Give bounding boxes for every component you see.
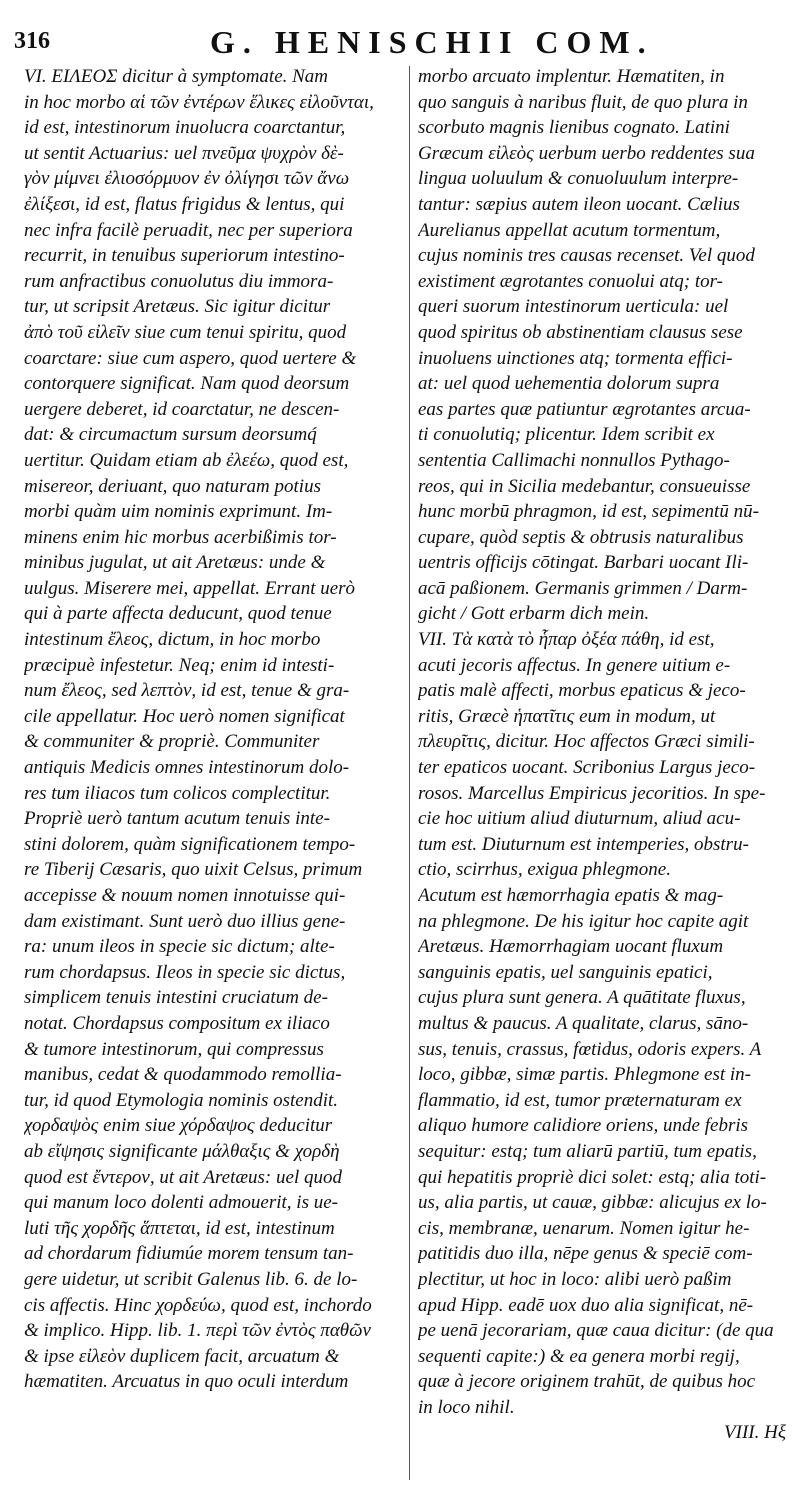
text-line: Græcum εἰλεὸς uerbum uerbo reddentes sua xyxy=(418,142,755,164)
text-line: num ἔλεος, sed λεπτὸν, id est, tenue & gra- xyxy=(24,680,350,702)
text-line: cie hoc uitium aliud diuturnum, aliud acu- xyxy=(418,808,741,830)
text-line: cis, membranæ, uenarum. Nomen igitur he- xyxy=(418,1217,750,1239)
text-line: & implico. Hipp. lib. 1. περὶ τῶν ἐντὸς παθῶν xyxy=(24,1320,371,1342)
text-line: tur, ut scripsit Aretæus. Sic igitur dicitur xyxy=(24,296,331,318)
text-line: scorbuto magnis lienibus cognato. Latini xyxy=(418,117,730,139)
text-line: gere uidetur, ut scribit Galenus lib. 6. de lo- xyxy=(24,1268,358,1290)
text-line: ad chordarum fidiumúe morem tensum tan- xyxy=(24,1243,354,1265)
text-line: minibus jugulat, ut ait Aretæus: unde & xyxy=(24,552,326,574)
left-text-column xyxy=(24,64,396,1480)
text-line: na phlegmone. De his igitur hoc capite agit xyxy=(418,910,749,932)
text-line: uulgus. Miserere mei, appellat. Errant uerò xyxy=(24,577,356,599)
text-line: rum chordapsus. Ileos in specie sic dictus, xyxy=(24,961,346,983)
text-line: stini dolorem, quàm significationem tempo- xyxy=(24,833,356,855)
text-line: ra: unum ileos in specie sic dictum; alte- xyxy=(24,936,335,958)
text-line: rosos. Marcellus Empiricus jecoritios. In spe- xyxy=(418,782,766,804)
text-line: queri suorum intestinorum uerticula: uel xyxy=(418,296,729,318)
page-number: 316 xyxy=(14,28,50,54)
text-line: morbi quàm uim nominis exprimunt. Im- xyxy=(24,501,333,523)
text-line: præcipuè infestetur. Neq; enim id intesti- xyxy=(24,654,335,676)
text-line: existiment ægrotantes conuolui atq; tor- xyxy=(418,270,723,292)
text-line: sequenti capite:) & ea genera morbi regij, xyxy=(418,1345,740,1367)
text-line: & ipse εἰλεὸν duplicem facit, arcuatum & xyxy=(24,1345,340,1367)
text-line: ctio, scirrhus, exigua phlegmone. xyxy=(418,859,671,881)
text-line: & tumore intestinorum, qui compressus xyxy=(24,1038,324,1060)
text-line: acā paßionem. Germanis grimmen / Darm- xyxy=(418,577,748,599)
text-line: quæ à jecore originem trahūt, de quibus hoc xyxy=(418,1371,756,1393)
running-head: G. HENISCHII COM. xyxy=(210,24,654,60)
text-line: notat. Chordapsus compositum ex iliaco xyxy=(24,1012,330,1034)
text-line: sanguinis epatis, uel sanguinis epatici, xyxy=(418,961,713,983)
text-line: πλευρῖτις, dicitur. Hoc affectos Græci simili- xyxy=(418,731,755,753)
text-line: contorquere significat. Nam quod deorsum xyxy=(24,373,350,395)
text-line: lingua uoluulum & conuoluulum interpre- xyxy=(418,168,739,190)
text-line: uentris officijs cōtingat. Barbari uocant Ili- xyxy=(418,552,749,574)
text-line: qui à parte affecta deducunt, quod tenue xyxy=(24,603,332,625)
text-line: ritis, Græcè ἡπατῖτις eum in modum, ut xyxy=(418,705,716,727)
text-line: cujus plura sunt genera. A quātitate fluxus, xyxy=(418,987,746,1009)
text-line: in hoc morbo αἱ τῶν ἐντέρων ἕλικες εἰλοῦνται, xyxy=(24,91,374,113)
catchword: VIII. Ηξ xyxy=(724,1422,786,1444)
text-line: antiquis Medicis omnes intestinorum dolo- xyxy=(24,757,350,779)
text-line: hunc morbū phragmon, id est, sepimentū nū- xyxy=(418,501,759,523)
text-line: coarctare: siue cum aspero, quod uertere & xyxy=(24,347,357,369)
text-line: rum anfractibus conuolutus diu immora- xyxy=(24,270,334,292)
text-line: reos, qui in Sicilia medebantur, consueuisse xyxy=(418,475,751,497)
text-line: patitidis duo illa, nēpe genus & speciē com- xyxy=(418,1243,753,1265)
text-line: tum est. Diuturnum est intemperies, obstru- xyxy=(418,833,749,855)
text-line: morbo arcuato implentur. Hæmatiten, in xyxy=(418,66,725,87)
text-line: eas partes quæ patiuntur ægrotantes arcua- xyxy=(418,398,751,420)
text-line: cis affectis. Hinc χορδεύω, quod est, inchordo xyxy=(24,1294,372,1316)
text-line: plectitur, ut hoc in loco: alibi uerò paßim xyxy=(418,1268,732,1290)
text-line: aliquo humore calidiore oriens, unde febris xyxy=(418,1115,749,1137)
text-line: γὸν μίμνει ἐλιοσόρμυον ἐν ὀλίγησι τῶν ἄνω xyxy=(24,168,350,190)
text-line: us, alia partis, ut cauæ, gibbæ: alicujus ex lo- xyxy=(418,1192,767,1214)
right-text-column xyxy=(418,64,792,1480)
text-line: manibus, cedat & quodammodo remollia- xyxy=(24,1064,342,1086)
text-line: ti conuolutiq; plicentur. Idem scribit ex xyxy=(418,424,715,446)
text-line: quod spiritus ob abstinentiam clausus sese xyxy=(418,321,743,343)
text-line: dam existimant. Sunt uerò duo illius gene- xyxy=(24,910,346,932)
text-line: luti τῆς χορδῆς ἅπτεται, id est, intestinum xyxy=(24,1217,335,1239)
text-line: loco, gibbæ, simæ partis. Phlegmone est in- xyxy=(418,1064,752,1086)
text-line: in loco nihil. xyxy=(418,1396,515,1418)
text-line: ἐλίξεσι, id est, flatus frigidus & lentus, qui xyxy=(24,193,345,215)
text-line: recurrit, in tenuibus superiorum intestino- xyxy=(24,245,345,267)
text-line: id est, intestinorum inuolucra coarctantur, xyxy=(24,117,346,139)
text-line: acuti jecoris affectus. In genere uitium e- xyxy=(418,654,731,676)
text-line: dat: & circumactum sursum deorsumq́ xyxy=(24,424,317,446)
text-line: tantur: sæpius autem ileon uocant. Cælius xyxy=(418,193,740,215)
text-line: sententia Callimachi nonnullos Pythago- xyxy=(418,449,730,471)
text-line: pe uenā jecorariam, quæ caua dicitur: (de qua xyxy=(418,1320,774,1342)
text-line: qui manum loco dolenti admouerit, is ue- xyxy=(24,1192,338,1214)
text-line: VII. Τὰ κατὰ τὸ ἧπαρ ὀξέα πάθη, id est, xyxy=(418,629,715,651)
text-line: inuoluens uinctiones atq; tormenta effici- xyxy=(418,347,733,369)
text-line: at: uel quod uehementia dolorum supra xyxy=(418,373,720,395)
text-line: simplicem tenuis intestini cruciatum de- xyxy=(24,987,328,1009)
text-line: Aurelianus appellat acutum tormentum, xyxy=(418,219,721,241)
text-line: hæmatiten. Arcuatus in quo oculi interdum xyxy=(24,1371,349,1393)
text-line: tur, id quod Etymologia nominis ostendit. xyxy=(24,1089,339,1111)
text-line: χορδαψὸς enim siue χόρδαψος deducitur xyxy=(24,1115,333,1137)
text-line: ut sentit Actuarius: uel πνεῦμα ψυχρὸν δὲ- xyxy=(24,142,344,164)
text-line: apud Hipp. eadē uox duo alia significat, nē- xyxy=(418,1294,754,1316)
text-line: cujus nominis tres causas recenset. Vel quod xyxy=(418,245,755,267)
text-line: Acutum est hæmorrhagia epatis & mag- xyxy=(418,885,724,906)
text-line: gicht / Gott erbarm dich mein. xyxy=(418,603,650,625)
text-line: res tum iliacos tum colicos complectitur. xyxy=(24,782,331,804)
text-line: quo sanguis à naribus fluit, de quo plura in xyxy=(418,91,748,113)
text-line: flammatio, id est, tumor præternaturam ex xyxy=(418,1089,742,1111)
text-line: uertitur. Quidam etiam ab ἐλεέω, quod est, xyxy=(24,449,349,471)
text-line: cile appellatur. Hoc uerò nomen significat xyxy=(24,705,345,727)
text-line: VI. ΕΙΛΕΟΣ dicitur à symptomate. Nam xyxy=(24,66,329,87)
text-line: ter epaticos uocant. Scribonius Largus jeco- xyxy=(418,757,756,779)
text-line: Propriè uerò tantum acutum tenuis inte- xyxy=(24,808,330,830)
text-line: cupare, quòd septis & obtrusis naturalibus xyxy=(418,526,744,548)
text-line: & communiter & propriè. Communiter xyxy=(24,731,320,753)
text-line: sus, tenuis, crassus, fœtidus, odoris expers. A xyxy=(418,1038,762,1060)
text-line: multus & paucus. A qualitate, clarus, sāno- xyxy=(418,1012,749,1034)
text-line: quod est ἔντερον, ut ait Aretæus: uel quod xyxy=(24,1166,342,1188)
text-line: intestinum ἔλεος, dictum, in hoc morbo xyxy=(24,629,321,651)
column-divider xyxy=(409,66,410,1480)
text-line: minens enim hic morbus acerbißimis tor- xyxy=(24,526,337,548)
text-line: patis malè affecti, morbus epaticus & jeco- xyxy=(418,680,746,702)
text-line: re Tiberij Cæsaris, quo uixit Celsus, primum xyxy=(24,859,363,881)
text-line: sequitur: estq; tum aliarū partiū, tum epatis, xyxy=(418,1140,757,1162)
text-line: accepisse & nouum nomen innotuisse qui- xyxy=(24,885,346,906)
text-line: ab εἴψησις significante μάλθαξις & χορδὴ xyxy=(24,1140,340,1162)
text-line: uergere deberet, id coarctatur, ne descen- xyxy=(24,398,340,420)
text-line: qui hepatitis propriè dici solet: estq; alia toti- xyxy=(418,1166,767,1188)
text-line: misereor, deriuant, quo naturam potius xyxy=(24,475,321,497)
text-line: ἀπὸ τοῦ εἰλεῖν siue cum tenui spiritu, quod xyxy=(24,321,347,343)
text-line: nec infra facilè peruadit, nec per superiora xyxy=(24,219,353,241)
text-line: Aretæus. Hæmorrhagiam uocant fluxum xyxy=(418,936,724,958)
